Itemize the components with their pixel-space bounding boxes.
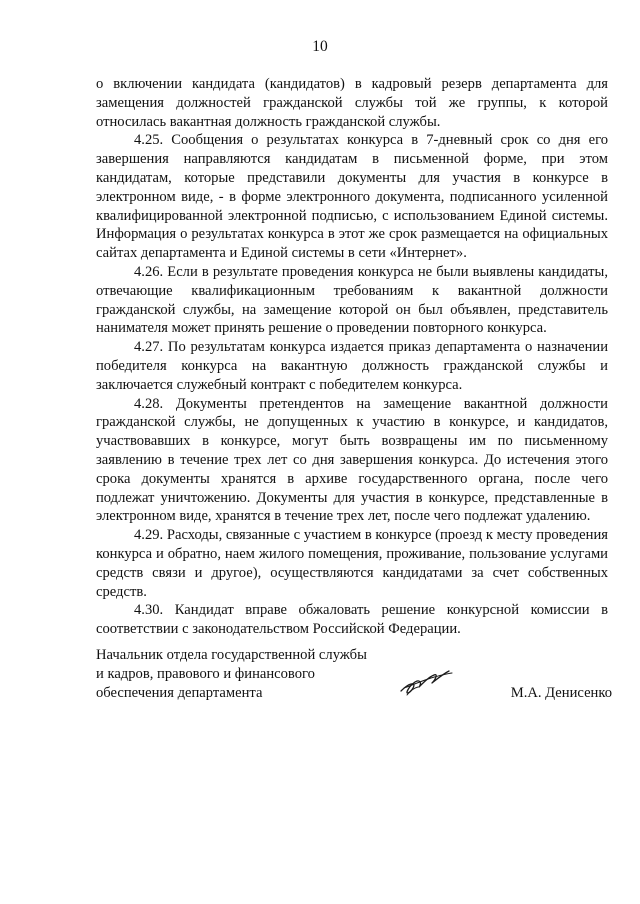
paragraph-4-30: 4.30. Кандидат вправе обжаловать решение конкурсной комиссии в соответствии с законодательством Российской Федерации. [96,602,608,638]
paragraph-4-28: 4.28. Документы претендентов на замещение вакантной должности гражданской службы, не допущенных к участию в конкурсе, и кандидатов, участвовавших в конкурсе, могут быть возвращены им по письменному заявлению в течение трех лет со дня завершения конкурса. До истечения этого срока документы хранятся в архиве государственного органа, после чего подлежат уничтожению. Документы для участия в конкурсе, представленные в электронном виде, хранятся в течение трех лет, после чего подлежат удалению. [96,395,608,525]
signatory-position-line: Начальник отдела государственной службы [96,647,367,663]
paragraph-continuation: о включении кандидата (кандидатов) в кадровый резерв департамента для замещения должностей гражданской службы той же группы, к которой относилась вакантная должность гражданской службы. [96,76,608,130]
signatory-position-line: и кадров, правового и финансового [96,665,315,682]
document-body [96,75,608,639]
signatory-position [96,646,396,702]
paragraph-4-27: 4.27. По результатам конкурса издается приказ департамента о назначении победителя конкурса на вакантную должность гражданской службы и заключается служебный контракт с победителем конкурса. [96,339,608,393]
paragraph-4-26: 4.26. Если в результате проведения конкурса не были выявлены кандидаты, отвечающие квалификационным требованиям к вакантной должности гражданской службы, на замещение которой он был объявлен, представитель нанимателя может принять решение о проведении повторного конкурса. [96,263,608,337]
paragraph-4-29: 4.29. Расходы, связанные с участием в конкурсе (проезд к месту проведения конкурса и обратно, наем жилого помещения, проживание, пользование услугами средств связи и другое), осуществляются кандидатами за счет собственных средств. [96,527,608,600]
handwritten-signature-icon [398,664,456,698]
signature-block [96,646,612,706]
signatory-position-line: обеспечения департамента [96,684,263,701]
page-number: 10 [312,38,328,55]
signatory-name: М.А. Денисенко [510,684,612,701]
paragraph-4-25: 4.25. Сообщения о результатах конкурса в 7-дневный срок со дня его завершения направляются кандидатам в письменной форме, при этом кандидатам, которые представили документы для участия в конкурсе в электронном виде, - в форме электронного документа, подписанного усиленной квалифицированной электронной подписью, с использованием Единой системы. Информация о результатах конкурса в этот же срок размещается на официальных сайтах департамента и Единой системы в сети «Интернет». [96,132,608,262]
